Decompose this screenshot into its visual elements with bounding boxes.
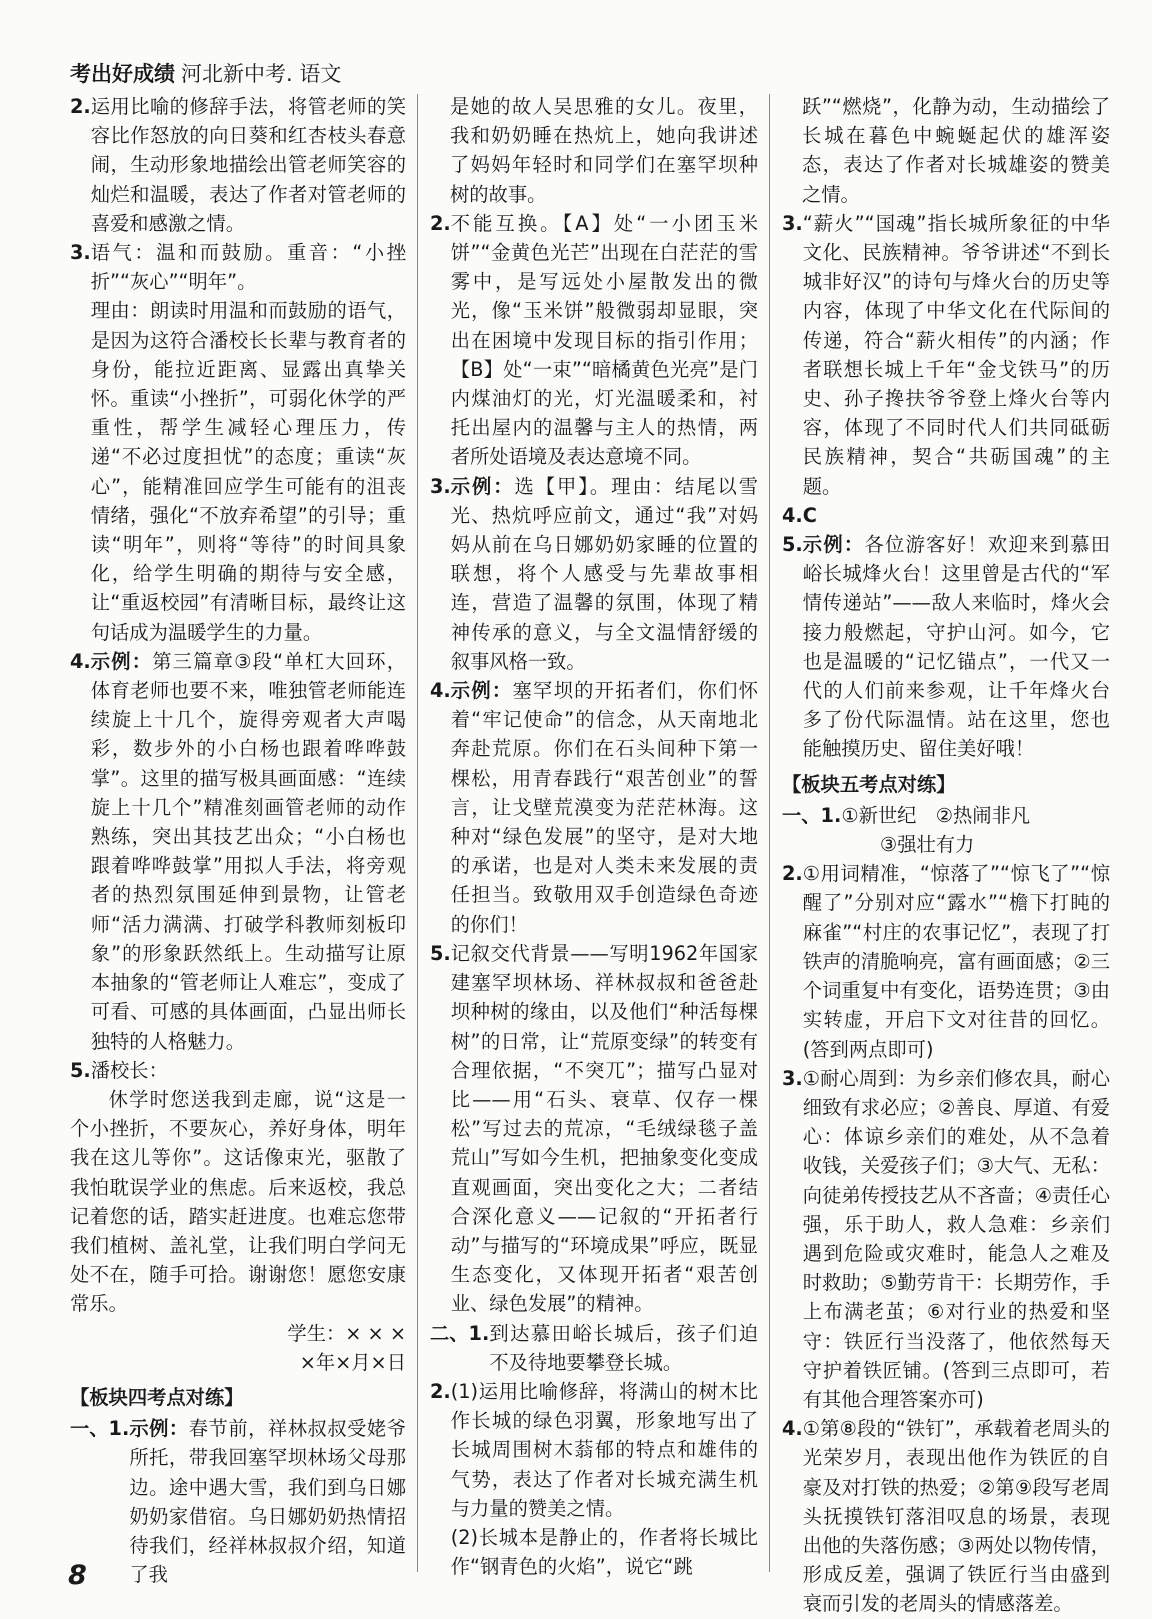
example-label: 示例：	[90, 649, 153, 673]
item-text: ①用词精准，“惊落了”“惊飞了”“惊醒了”分别对应“露水”“檐下打盹的麻雀”“村庄的农事记忆”，表现了打铁声的清脆响亮，富有画面感；②三个词重复中有变化，语势连贯；③由实转虚，开启下文对往昔的回忆。(答到两点即可)	[802, 862, 1110, 1061]
item-subpart: (1)运用比喻修辞，将满山的树木比作长城的绿色羽翼，形象地写出了长城周围树木蓊郁的特点和雄伟的气势，表达了作者对长城充满生机与力量的赞美之情。	[450, 1379, 758, 1520]
item-number: 2.	[430, 211, 451, 235]
continued-text: 是她的故人吴思雅的女儿。夜里，我和奶奶睡在热炕上，她向我讲述了妈妈年轻时和同学们在塞罕坝种树的故事。	[450, 95, 758, 206]
page-number: 8	[68, 1560, 87, 1591]
item-body	[451, 472, 758, 676]
example-label: 示例：	[450, 679, 513, 703]
example-label: 示例：	[129, 1417, 189, 1441]
answer-item	[782, 1414, 1110, 1618]
item-line: ①新世纪 ②热闹非凡	[841, 803, 1031, 827]
answer-item	[782, 501, 1110, 530]
item-number: 2.	[430, 1379, 451, 1403]
item-number: 5.	[70, 1058, 91, 1082]
letter-signature: 学生：× × ×	[287, 1321, 406, 1345]
answer-item	[70, 238, 406, 647]
answer-item	[782, 209, 1110, 501]
answer-column-3	[782, 92, 1111, 1616]
column-divider-2	[769, 94, 770, 1572]
answer-item	[430, 1377, 758, 1581]
item-text: ①第⑧段的“铁钉”，承载着老周头的光荣岁月，表现出他作为铁匠的自豪及对打铁的热爱；②第⑨段写老周头抚摸铁钉落泪叹息的场景，表现出他的失落伤感；③两处以物传情，形成反差，强调了铁匠行当由盛到衰而引发的老周头的情感落差。	[802, 1417, 1110, 1616]
answer-item	[430, 676, 758, 939]
example-label: 示例：	[802, 533, 865, 557]
answer-item	[430, 939, 758, 1319]
answer-item	[430, 209, 758, 472]
item-text: 记叙交代背景——写明1962年国家建塞罕坝林场、祥林叔叔和爸爸赴坝种树的缘由，以及他们“种活每棵树”的日常，让“荒原变绿”的转变有合理依据，“不突兀”；描写凸显对比——用“石头、衰草、仅存一棵松”写过去的荒凉，“毛绒绿毯子盖荒山”写如今生机，把抽象变化变成直观画面，突出变化之大；二者结合深化意义——记叙的“开拓者行动”与描写的“环境成果”呼应，既显生态变化，又体现开拓者“艰苦创业、绿色发展”的精神。	[450, 941, 758, 1316]
item-body	[803, 530, 1110, 764]
header-brand: 考出好成绩	[70, 62, 175, 86]
answer-item	[782, 859, 1110, 1063]
item-number: 4.	[430, 679, 451, 703]
answer-item	[782, 530, 1110, 764]
answer-item	[70, 1414, 406, 1589]
page-header	[70, 60, 341, 88]
item-text: 语气：温和而鼓励。重音：“小挫折”“灰心”“明年”。	[90, 241, 406, 294]
item-number: 3.	[782, 1066, 803, 1090]
item-text: 到达慕田峪长城后，孩子们迫不及待地要攀登长城。	[489, 1321, 758, 1374]
letter-body: 休学时您送我到走廊，说“这是一个小挫折，不要灰心，养好身体，明年我在这儿等你”。这话像束光，驱散了我怕耽误学业的焦虑。后来返校，我总记着您的话，踏实赶进度。也难忘您带我们植树、盖礼堂，让我们明白学问无处不在，随手可拾。谢谢您！愿您安康常乐。	[70, 1087, 406, 1316]
header-subtitle: 河北新中考. 语文	[181, 62, 342, 86]
item-text: 选【甲】。理由：结尾以雪光、热炕呼应前文，通过“我”对妈妈从前在乌日娜奶奶家睡的位置的联想，将个人感受与先辈故事相连，营造了温馨的氛围，体现了精神传承的意义，与全文温情舒缓的叙事风格一致。	[450, 474, 759, 673]
item-text: 运用比喻的修辞手法，将管老师的笑容比作怒放的向日葵和红杏枝头春意闹，生动形象地描绘出管老师笑容的灿烂和温暖，表达了作者对管老师的喜爱和感激之情。	[90, 95, 406, 235]
answer-column-1	[70, 92, 407, 1587]
answer-item	[430, 472, 758, 676]
item-body	[91, 647, 406, 1056]
section-header-4: 【板块四考点对练】	[70, 1385, 244, 1409]
item-body	[451, 676, 758, 939]
item-text: ①耐心周到：为乡亲们修农具，耐心细致有求必应；②善良、厚道、有爱心：体谅乡亲们的难处，从不急着收钱，关爱孩子们；③大气、无私：向徒弟传授技艺从不吝啬；④责任心强，乐于助人，救人急难：乡亲们遇到危险或灾难时，能急人之难及时救助；⑤勤劳肯干：长期劳作，手上布满老茧；⑥对行业的热爱和坚守：铁匠行当没落了，他依然每天守护着铁匠铺。(答到三点即可，若有其他合理答案亦可)	[802, 1066, 1110, 1411]
item-number: 3.	[782, 211, 803, 235]
item-number: 5.	[782, 533, 803, 557]
answer-item	[782, 1064, 1110, 1414]
column-divider-1	[417, 94, 418, 1572]
item-number: 3.	[70, 241, 91, 265]
item-text: “薪火”“国魂”指长城所象征的中华文化、民族精神。爷爷讲述“不到长城非好汉”的诗句与烽火台的历史等内容，体现了中华文化在代际间的传递，符合“薪火相传”的内涵；作者联想长城上千年“金戈铁马”的历史、孙子搀扶爷爷登上烽火台等内容，体现了不同时代人们共同砥砺民族精神，契合“共砺国魂”的主题。	[802, 211, 1110, 498]
section-header-5: 【板块五考点对练】	[782, 772, 956, 796]
item-text: 第三篇章③段“单杠大回环，体育老师也要不来，唯独管老师能连续旋上十几个，旋得旁观者大声喝彩，数步外的小白杨也跟着哗哗鼓掌”。这里的描写极具画面感：“连续旋上十几个”精准刻画管老师的动作熟练，突出其技艺出众；“小白杨也跟着哗哗鼓掌”用拟人手法，将旁观者的热烈氛围延伸到景物，让管老师“活力满满、打破学科教师刻板印象”的形象跃然纸上。生动描写让原本抽象的“管老师让人难忘”，变成了可看、可感的具体画面，凸显出师长独特的人格魅力。	[90, 649, 406, 1053]
answer-item	[70, 1056, 406, 1085]
item-body	[451, 1377, 758, 1581]
item-number: 2.	[782, 862, 803, 886]
item-reason: 理由：朗读时用温和而鼓励的语气，是因为这符合潘校长长辈与教育者的身份，能拉近距离、显露出真挚关怀。重读“小挫折”，可弱化休学的严重性，帮学生减轻心理压力，传递“不必过度担忧”的态度；重读“灰心”，能精准回应学生可能有的沮丧情绪，强化“不放弃希望”的引导；重读“明年”，则将“等待”的时间具象化，给学生明确的期待与安全感，让“重返校园”有清晰目标，最终让这句话成为温暖学生的力量。	[90, 299, 406, 644]
item-text: 各位游客好！欢迎来到慕田峪长城烽火台！这里曾是古代的“军情传递站”——敌人来临时，烽火会接力般燃起，守护山河。如今，它也是温暖的“记忆锚点”，一代又一代的人们前来参观，让千年烽火台多了份代际温情。站在这里，您也能触摸历史、留住美好哦！	[802, 533, 1111, 761]
answer-item	[70, 92, 406, 238]
continued-text: 跃”“燃烧”，化静为动，生动描绘了长城在暮色中蜿蜒起伏的雄浑姿态，表达了作者对长城雄姿的赞美之情。	[802, 95, 1110, 206]
item-text: C	[802, 503, 817, 527]
item-text: 不能互换。【A】处“一小团玉米饼”“金黄色光芒”出现在白茫茫的雪雾中，是写远处小屋散发出的微光，像“玉米饼”般微弱却显眼，突出在困境中发现目标的指引作用；【B】处“一束”“暗橘黄色光亮”是门内煤油灯的光，灯光温暖柔和，衬托出屋内的温馨与主人的热情，两者所处语境及表达意境不同。	[450, 211, 758, 469]
item-line: ③强壮有力	[879, 833, 975, 857]
letter-salutation: 潘校长：	[90, 1058, 168, 1082]
item-body	[91, 238, 406, 647]
item-number: 一、1.	[782, 803, 842, 827]
item-text: 塞罕坝的开拓者们，你们怀着“牢记使命”的信念，从天南地北奔赴荒原。你们在石头间种下第一棵松，用青春践行“艰苦创业”的誓言，让戈壁荒漠变为茫茫林海。这种对“绿色发展”的坚守，是对大地的承诺，也是对人类未来发展的责任担当。致敬用双手创造绿色奇迹的你们！	[450, 679, 759, 936]
answer-item	[782, 801, 1110, 859]
item-number: 5.	[430, 941, 451, 965]
answer-item	[430, 1319, 758, 1377]
example-label: 示例：	[450, 474, 515, 498]
item-number: 二、1.	[430, 1321, 490, 1345]
item-body	[129, 1414, 406, 1589]
item-number: 4.	[782, 1417, 803, 1441]
letter-date: ×年×月×日	[299, 1350, 406, 1374]
item-body	[841, 801, 1110, 859]
item-number: 3.	[430, 474, 451, 498]
item-number: 4.	[782, 503, 803, 527]
item-subpart: (2)长城本是静止的，作者将长城比作“钢青色的火焰”，说它“跳	[450, 1525, 758, 1579]
item-number: 一、1.	[70, 1417, 130, 1441]
item-number: 4.	[70, 649, 91, 673]
item-number: 2.	[70, 95, 91, 118]
answer-item	[70, 647, 406, 1056]
item-text: 春节前，祥林叔叔受姥爷所托，带我回塞罕坝林场父母那边。途中遇大雪，我们到乌日娜奶奶家借宿。乌日娜奶奶热情招待我们，经祥林叔叔介绍，知道了我	[129, 1417, 407, 1587]
answer-column-2	[430, 92, 759, 1579]
